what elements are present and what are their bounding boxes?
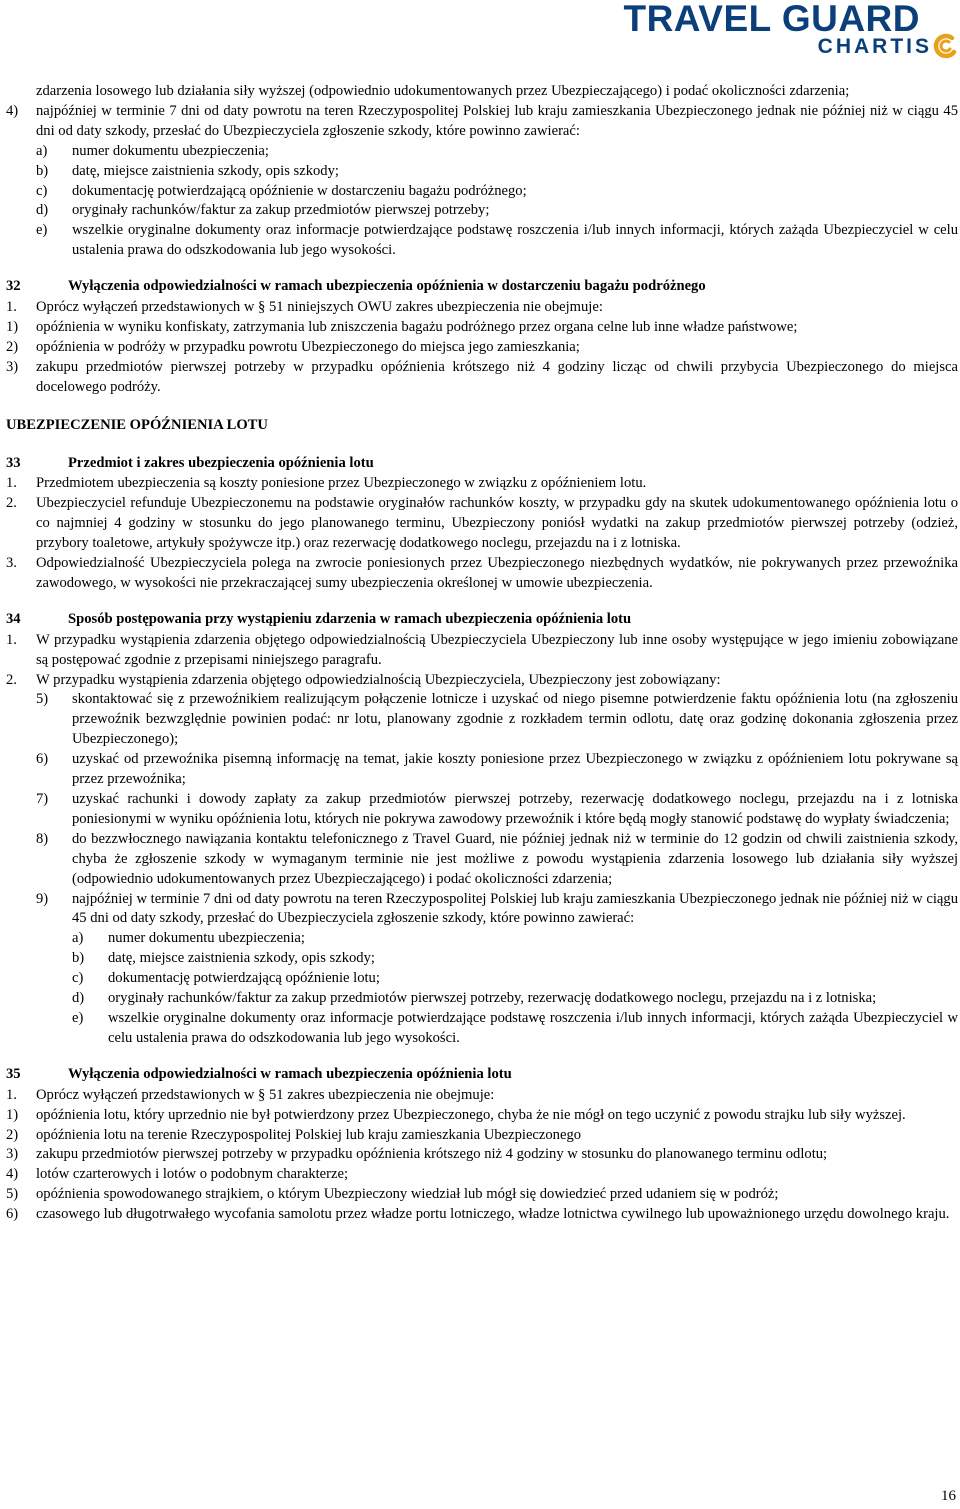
item-text: najpóźniej w terminie 7 dni od daty powrotu na teren Rzeczypospolitej Polskiej lub kraju zamieszkania Ubezpieczonego jednak nie później niż w ciągu 45 dni od daty szkody, przesłać do Ubezpieczyciela zgłoszenie szkody, które powinno zawierać: — [36, 102, 958, 139]
paragraph-number: 2. — [6, 671, 17, 688]
item-text: uzyskać rachunki i dowody zapłaty za zakup przedmiotów pierwszej potrzeby, rezerwację dodatkowego noclegu, przejazdu na i z lotniska poniesionymi w wyniku opóźnienia lotu, których nie pokrywa zawodowy przewoźnik i które będą mogły stanowić podstawę do wypłaty świadczenia; — [72, 791, 958, 827]
item-letter: d) — [72, 990, 85, 1007]
item-letter: b) — [72, 950, 85, 967]
paragraph — [6, 474, 958, 494]
section-title: Sposób postępowania przy wystąpieniu zdarzenia w ramach ubezpieczenia opóźnienia lotu — [68, 610, 632, 627]
list-item — [6, 1145, 958, 1165]
paragraph — [6, 631, 958, 671]
paragraph — [6, 671, 958, 691]
item-letter: e) — [36, 222, 48, 239]
section-heading-32 — [6, 277, 958, 297]
logo-sub-text: CHARTIS — [817, 35, 932, 58]
item-text: opóźnienia w podróży w przypadku powrotu Ubezpieczonego do miejsca jego zamieszkania; — [36, 338, 580, 355]
item-text: datę, miejsce zaistnienia szkody, opis szkody; — [72, 162, 339, 179]
item-text: czasowego lub długotrwałego wycofania samolotu przez władze portu lotniczego, władze lotnictwa cywilnego lub upoważnionego urzędu dowolnego kraju. — [36, 1206, 950, 1223]
item-text: opóźnienia lotu na terenie Rzeczypospolitej Polskiej lub kraju zamieszkania Ubezpieczonego — [36, 1126, 582, 1143]
item-text: dokumentację potwierdzającą opóźnienie lotu; — [108, 970, 380, 987]
list-item — [6, 1205, 958, 1225]
sub-list-item — [6, 162, 958, 182]
chapter-title: UBEZPIECZENIE OPÓŹNIENIA LOTU — [6, 416, 268, 433]
paragraph — [6, 1086, 958, 1106]
list-item — [6, 318, 958, 338]
section-heading-34 — [6, 610, 958, 630]
sub-list-item — [6, 929, 958, 949]
paragraph — [6, 298, 958, 318]
list-item — [6, 690, 958, 750]
logo-main-text: TRAVEL GUARD — [623, 0, 920, 39]
section-heading-33 — [6, 454, 958, 474]
item-letter: a) — [72, 930, 84, 947]
item-number: 1) — [6, 1106, 19, 1123]
item-number: 1) — [6, 318, 19, 335]
item-letter: d) — [36, 202, 49, 219]
paragraph-text: Oprócz wyłączeń przedstawionych w § 51 niniejszych OWU zakres ubezpieczenia nie obejmuje: — [36, 299, 603, 316]
item-text: skontaktować się z przewoźnikiem realizującym połączenie lotnicze i uzyskać od niego pisemne potwierdzenie faktu opóźnienia lotu (na zgłoszeniu przewoźnik bezwzględnie powinien podać: nr lotu, planowany zgodnie z rozkładem termin odlotu, datę oraz godzinę dokonania zgłoszenia przez Ubezpieczonego); — [72, 691, 958, 748]
item-letter: c) — [36, 182, 48, 199]
section-title: Wyłączenia odpowiedzialności w ramach ubezpieczenia opóźnienia lotu — [68, 1065, 512, 1082]
sub-list-item — [6, 142, 958, 162]
paragraph-number: 1. — [6, 299, 17, 316]
paragraph-text: Przedmiotem ubezpieczenia są koszty poniesione przez Ubezpieczonego w związku z opóźnieniem lotu. — [36, 475, 647, 492]
paragraph-number: 1. — [6, 1086, 17, 1103]
item-number: 4) — [6, 1166, 19, 1183]
chartis-swirl-icon — [932, 32, 958, 60]
page-number: 16 — [941, 1488, 956, 1505]
item-text: oryginały rachunków/faktur za zakup przedmiotów pierwszej potrzeby; — [72, 202, 490, 219]
list-item — [6, 1165, 958, 1185]
paragraph-text: W przypadku wystąpienia zdarzenia objętego odpowiedzialnością Ubezpieczyciela Ubezpieczony lub inne osoby występujące w jego imieniu zobowiązane są postępować zgodnie z przepisami niniejszego paragrafu. — [36, 631, 958, 668]
paragraph — [6, 494, 958, 554]
item-number: 6) — [6, 1206, 19, 1223]
item-letter: e) — [72, 1009, 84, 1026]
item-letter: c) — [72, 970, 84, 987]
item-text: zakupu przedmiotów pierwszej potrzeby w przypadku opóźnienia krótszego niż 4 godziny licząc od chwili przybycia Ubezpieczonego do miejsca docelowego podróży. — [36, 358, 958, 395]
section-title: Wyłączenia odpowiedzialności w ramach ubezpieczenia opóźnienia w dostarczeniu bagażu podróżnego — [68, 278, 706, 295]
item-text: opóźnienia lotu, który uprzednio nie był potwierdzony przez Ubezpieczonego, chyba że nie mógł on tego uczynić z powodu strajku lub siły wyższej. — [36, 1106, 906, 1123]
item-number: 2) — [6, 338, 19, 355]
item-number: 5) — [36, 691, 49, 708]
list-item — [6, 1126, 958, 1146]
list-item — [6, 1185, 958, 1205]
item-number: 4) — [6, 102, 19, 119]
sub-list-item — [6, 221, 958, 261]
section-number: 34 — [6, 610, 21, 627]
item-text: wszelkie oryginalne dokumenty oraz informacje potwierdzające podstawę roszczenia i/lub innych informacji, których zażąda Ubezpieczyciel w celu ustalenia prawa do odszkodowania lub jego wysokości. — [108, 1009, 958, 1046]
list-item — [6, 338, 958, 358]
list-item — [6, 102, 958, 142]
item-text: numer dokumentu ubezpieczenia; — [72, 142, 269, 159]
item-text: wszelkie oryginalne dokumenty oraz informacje potwierdzające podstawę roszczenia i/lub innych informacji, których zażąda Ubezpieczyciel w celu ustalenia prawa do odszkodowania lub jego wysokości. — [72, 222, 958, 259]
item-number: 2) — [6, 1126, 19, 1143]
sub-list-item — [6, 182, 958, 202]
item-text: dokumentację potwierdzającą opóźnienie w dostarczeniu bagażu podróżnego; — [72, 182, 527, 199]
paragraph-text: Oprócz wyłączeń przedstawionych w § 51 zakres ubezpieczenia nie obejmuje: — [36, 1086, 495, 1103]
sub-list-item — [6, 949, 958, 969]
paragraph-number: 1. — [6, 631, 17, 648]
section-number: 33 — [6, 454, 21, 471]
section-number: 32 — [6, 278, 21, 295]
item-text: oryginały rachunków/faktur za zakup przedmiotów pierwszej potrzeby, rezerwację dodatkowego noclegu, przejazdu na i z lotniska; — [108, 990, 877, 1007]
paragraph-text: W przypadku wystąpienia zdarzenia objętego odpowiedzialnością Ubezpieczyciela, Ubezpieczony jest zobowiązany: — [36, 671, 721, 688]
item-number: 3) — [6, 358, 19, 375]
item-text: datę, miejsce zaistnienia szkody, opis szkody; — [108, 950, 375, 967]
item-number: 5) — [6, 1186, 19, 1203]
item-text: opóźnienia w wyniku konfiskaty, zatrzymania lub zniszczenia bagażu podróżnego przez organa celne lub inne władze państwowe; — [36, 318, 798, 335]
paragraph-text: Odpowiedzialność Ubezpieczyciela polega na zwrocie poniesionych przez Ubezpieczonego niezbędnych wydatków, nie pokrywanych przez przewoźnika zawodowego, w wysokości nie przekraczającej sumy ubezpieczenia określonej w umowie ubezpieczenia. — [36, 555, 958, 591]
item-text: opóźnienia spowodowanego strajkiem, o którym Ubezpieczony wiedział lub mógł się dowiedzieć przed udaniem się w podróż; — [36, 1186, 779, 1203]
section-number: 35 — [6, 1065, 21, 1082]
item-text: uzyskać od przewoźnika pisemną informację na temat, jakie koszty poniesione przez Ubezpieczonego w związku z opóźnieniem lotu pokrywane są przez przewoźnika; — [72, 751, 958, 788]
item-letter: a) — [36, 142, 48, 159]
item-number: 7) — [36, 791, 49, 807]
paragraph-number: 2. — [6, 495, 17, 512]
item-number: 9) — [36, 890, 49, 907]
paragraph-number: 1. — [6, 475, 17, 492]
sub-list-item — [6, 969, 958, 989]
item-letter: b) — [36, 162, 49, 179]
travel-guard-logo — [623, 0, 960, 70]
document-body — [6, 82, 958, 1225]
paragraph-number: 3. — [6, 555, 17, 572]
list-item — [6, 790, 958, 830]
sub-list-item — [6, 201, 958, 221]
section-title: Przedmiot i zakres ubezpieczenia opóźnienia lotu — [68, 454, 374, 471]
item-text: do bezzwłocznego nawiązania kontaktu telefonicznego z Travel Guard, nie później jednak niż w terminie do 12 godzin od chwili zaistnienia szkody, chyba że zgłoszenie szkody w wymaganym terminie nie jest możliwe z powodu wystąpienia zdarzenia losowego lub działania siły wyższej (odpowiednio udokumentowanych przez Ubezpieczającego) i podać okoliczności zdarzenia; — [72, 830, 958, 887]
section-heading-35 — [6, 1065, 958, 1085]
sub-list-item — [6, 1009, 958, 1049]
paragraph-text: Ubezpieczyciel refunduje Ubezpieczonemu na podstawie oryginałów rachunków koszty, w przypadku gdy na skutek udokumentowanego opóźnienia lotu o co najmniej 4 godziny w stosunku do jego planowanego terminu, Ubezpieczony poniósł wydatki na zakup przedmiotów pierwszej potrzeby (odzież, przybory toaletowe, artykuły spożywcze itp.) oraz rezerwację dodatkowego noclegu, przejazdu na i z lotniska. — [36, 495, 958, 552]
list-item — [6, 830, 958, 890]
list-item — [6, 890, 958, 930]
list-item — [6, 750, 958, 790]
sub-list-item — [6, 989, 958, 1009]
paragraph — [6, 554, 958, 594]
item-text: numer dokumentu ubezpieczenia; — [108, 930, 305, 947]
list-item — [6, 1106, 958, 1126]
list-item — [6, 358, 958, 398]
item-text: zakupu przedmiotów pierwszej potrzeby w przypadku opóźnienia krótszego niż 4 godziny w stosunku do planowanego terminu odlotu; — [36, 1146, 828, 1163]
item-text: lotów czarterowych i lotów o podobnym charakterze; — [36, 1166, 349, 1183]
item-number: 8) — [36, 830, 49, 847]
continuation-paragraph: zdarzenia losowego lub działania siły wyższej (odpowiednio udokumentowanych przez Ubezpieczającego) i podać okoliczności zdarzenia; — [36, 83, 850, 99]
item-number: 6) — [36, 751, 49, 768]
item-text: najpóźniej w terminie 7 dni od daty powrotu na teren Rzeczypospolitej Polskiej lub kraju zamieszkania Ubezpieczonego jednak nie później niż w ciągu 45 dni od daty szkody, przesłać do Ubezpieczyciela zgłoszenie szkody, które powinno zawierać: — [72, 890, 958, 927]
item-number: 3) — [6, 1146, 19, 1163]
